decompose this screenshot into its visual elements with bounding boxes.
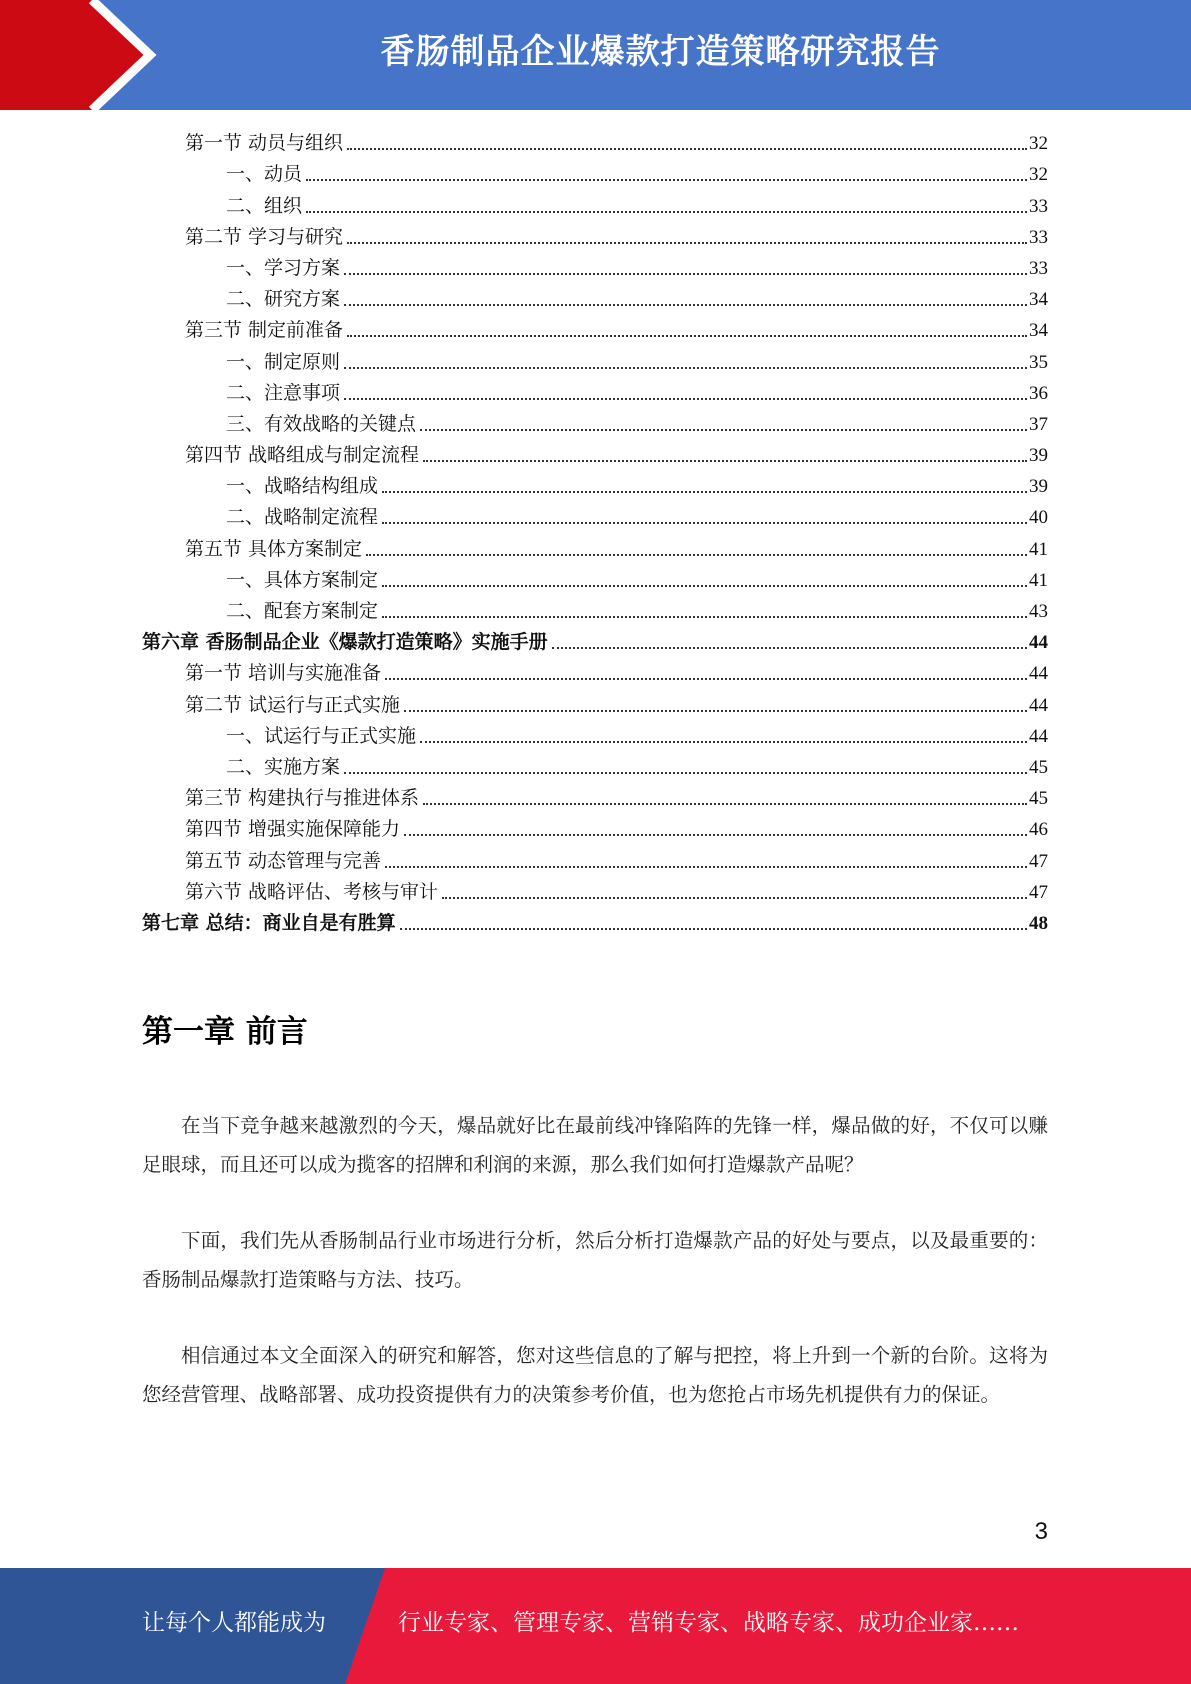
toc-entry-title: 第四节 战略组成与制定流程: [185, 444, 420, 467]
footer-slogan-right: 行业专家、管理专家、营销专家、战略专家、成功企业家……: [398, 1610, 1019, 1636]
toc-entry-page: 35: [1029, 351, 1048, 373]
header-red-chevron: [0, 0, 160, 110]
toc-leader-dots: [552, 647, 1027, 649]
toc-entry-page: 33: [1029, 226, 1048, 248]
toc-entry-page: 34: [1029, 320, 1048, 342]
toc-entry-title: 一、具体方案制定: [226, 568, 379, 591]
toc-entry-page: 33: [1029, 195, 1048, 217]
toc-entry[interactable]: [142, 409, 1048, 440]
toc-entry[interactable]: [142, 814, 1048, 845]
toc-entry-title: 第二节 学习与研究: [185, 225, 344, 248]
toc-entry-title: 二、配套方案制定: [226, 600, 379, 622]
toc-entry-page: 33: [1029, 257, 1048, 279]
toc-entry-title: 第一节 培训与实施准备: [185, 662, 382, 685]
toc-entry-title: 一、动员: [226, 163, 303, 186]
toc-entry-page: 39: [1029, 445, 1048, 467]
toc-entry-title: 第七章 总结：商业自是有胜算: [142, 911, 396, 934]
toc-leader-dots: [382, 491, 1027, 493]
toc-entry-page: 39: [1029, 476, 1048, 498]
toc-entry[interactable]: [142, 315, 1048, 346]
toc-leader-dots: [344, 304, 1027, 306]
toc-leader-dots: [366, 554, 1027, 556]
toc-leader-dots: [404, 834, 1027, 836]
toc-entry[interactable]: [142, 627, 1048, 658]
toc-leader-dots: [306, 179, 1027, 181]
toc-entry-title: 二、组织: [226, 194, 303, 217]
toc-leader-dots: [347, 242, 1027, 244]
toc-entry-title: 二、研究方案: [226, 288, 341, 311]
toc-leader-dots: [385, 866, 1027, 868]
toc-leader-dots: [442, 897, 1027, 899]
toc-entry-title: 三、有效战略的关键点: [226, 412, 417, 435]
toc-entry[interactable]: [142, 533, 1048, 564]
toc-entry-page: 44: [1029, 632, 1048, 654]
toc-entry-title: 第六章 香肠制品企业《爆款打造策略》实施手册: [142, 631, 548, 654]
paragraph: 在当下竞争越来越激烈的今天，爆品就好比在最前线冲锋陷阵的先锋一样，爆品做的好，不仅可以赚足眼球，而且还可以成为揽客的招牌和利润的来源，那么我们如何打造爆款产品呢？: [142, 1114, 1048, 1176]
toc-leader-dots: [404, 710, 1027, 712]
page-footer: [0, 1568, 1191, 1684]
toc-entry-page: 32: [1029, 133, 1048, 155]
chapter-heading: 第一章 前言: [142, 1014, 308, 1050]
toc-entry[interactable]: [142, 346, 1048, 377]
footer-slogan-left: 让每个人都能成为: [142, 1610, 326, 1636]
table-of-contents: [142, 128, 1048, 939]
toc-entry-title: 二、战略制定流程: [226, 506, 379, 529]
toc-leader-dots: [385, 678, 1027, 680]
toc-entry[interactable]: [142, 284, 1048, 315]
toc-leader-dots: [420, 429, 1027, 431]
report-title: 香肠制品企业爆款打造策略研究报告: [380, 32, 941, 72]
toc-leader-dots: [306, 211, 1027, 213]
toc-entry[interactable]: [142, 190, 1048, 221]
toc-entry-page: 44: [1029, 725, 1048, 747]
toc-entry[interactable]: [142, 689, 1048, 720]
toc-entry-title: 二、注意事项: [226, 381, 341, 404]
toc-entry-title: 第五节 具体方案制定: [185, 537, 363, 560]
toc-leader-dots: [344, 398, 1027, 400]
toc-entry[interactable]: [142, 752, 1048, 783]
toc-entry-page: 45: [1029, 756, 1048, 778]
toc-entry-page: 46: [1029, 819, 1048, 841]
toc-leader-dots: [344, 273, 1027, 275]
toc-entry[interactable]: [142, 253, 1048, 284]
toc-entry-title: 一、试运行与正式实施: [226, 724, 417, 747]
toc-leader-dots: [420, 741, 1027, 743]
toc-entry[interactable]: [142, 159, 1048, 190]
page-number: 3: [1034, 1518, 1048, 1545]
toc-entry[interactable]: [142, 128, 1048, 159]
toc-entry-page: 48: [1029, 912, 1048, 934]
toc-entry[interactable]: [142, 783, 1048, 814]
paragraph: 下面，我们先从香肠制品行业市场进行分析，然后分析打造爆款产品的好处与要点，以及最重要的：香肠制品爆款打造策略与方法、技巧。: [142, 1229, 1048, 1291]
toc-entry-page: 41: [1029, 569, 1048, 591]
toc-entry-title: 一、学习方案: [226, 256, 341, 279]
toc-entry[interactable]: [142, 502, 1048, 533]
toc-entry-page: 45: [1029, 788, 1048, 810]
toc-entry-page: 37: [1029, 413, 1048, 435]
toc-entry-page: 34: [1029, 289, 1048, 311]
toc-leader-dots: [423, 460, 1027, 462]
toc-entry-page: 36: [1029, 382, 1048, 404]
toc-entry[interactable]: [142, 845, 1048, 876]
toc-entry-title: 一、战略结构组成: [226, 475, 379, 498]
toc-entry-page: 40: [1029, 507, 1048, 529]
toc-entry[interactable]: [142, 721, 1048, 752]
toc-entry-title: 第三节 构建执行与推进体系: [185, 787, 420, 810]
toc-entry-title: 第二节 试运行与正式实施: [185, 693, 401, 716]
toc-entry-title: 第五节 动态管理与完善: [185, 849, 382, 872]
toc-entry-title: 二、实施方案: [226, 755, 341, 778]
page-header: [0, 0, 1191, 110]
toc-entry-page: 32: [1029, 164, 1048, 186]
toc-entry[interactable]: [142, 877, 1048, 908]
toc-leader-dots: [344, 367, 1027, 369]
toc-leader-dots: [423, 803, 1027, 805]
toc-entry[interactable]: [142, 471, 1048, 502]
toc-entry[interactable]: [142, 596, 1048, 627]
toc-leader-dots: [344, 772, 1027, 774]
toc-entry-page: 47: [1029, 881, 1048, 903]
toc-entry-title: 第六节 战略评估、考核与审计: [185, 880, 439, 903]
toc-leader-dots: [382, 616, 1027, 618]
toc-leader-dots: [347, 148, 1027, 150]
toc-leader-dots: [382, 585, 1027, 587]
toc-entry[interactable]: [142, 908, 1048, 939]
toc-leader-dots: [382, 522, 1027, 524]
paragraph: 相信通过本文全面深入的研究和解答，您对这些信息的了解与把控，将上升到一个新的台阶。这将为您经营管理、战略部署、成功投资提供有力的决策参考价值，也为您抢占市场先机提供有力的保证。: [142, 1344, 1048, 1406]
toc-entry-page: 41: [1029, 538, 1048, 560]
toc-entry[interactable]: [142, 658, 1048, 689]
toc-entry-title: 第三节 制定前准备: [185, 319, 344, 342]
toc-leader-dots: [400, 928, 1027, 930]
toc-entry[interactable]: [142, 440, 1048, 471]
toc-entry-page: 43: [1029, 601, 1048, 622]
toc-entry[interactable]: [142, 565, 1048, 596]
chapter-body: [142, 1107, 1048, 1452]
toc-entry[interactable]: [142, 378, 1048, 409]
toc-entry-title: 一、制定原则: [226, 350, 341, 373]
toc-entry-title: 第四节 增强实施保障能力: [185, 818, 401, 841]
toc-leader-dots: [347, 335, 1027, 337]
toc-entry-page: 44: [1029, 663, 1048, 685]
toc-entry-page: 44: [1029, 694, 1048, 716]
toc-entry[interactable]: [142, 222, 1048, 253]
toc-entry-page: 47: [1029, 850, 1048, 872]
toc-entry-title: 第一节 动员与组织: [185, 132, 344, 155]
